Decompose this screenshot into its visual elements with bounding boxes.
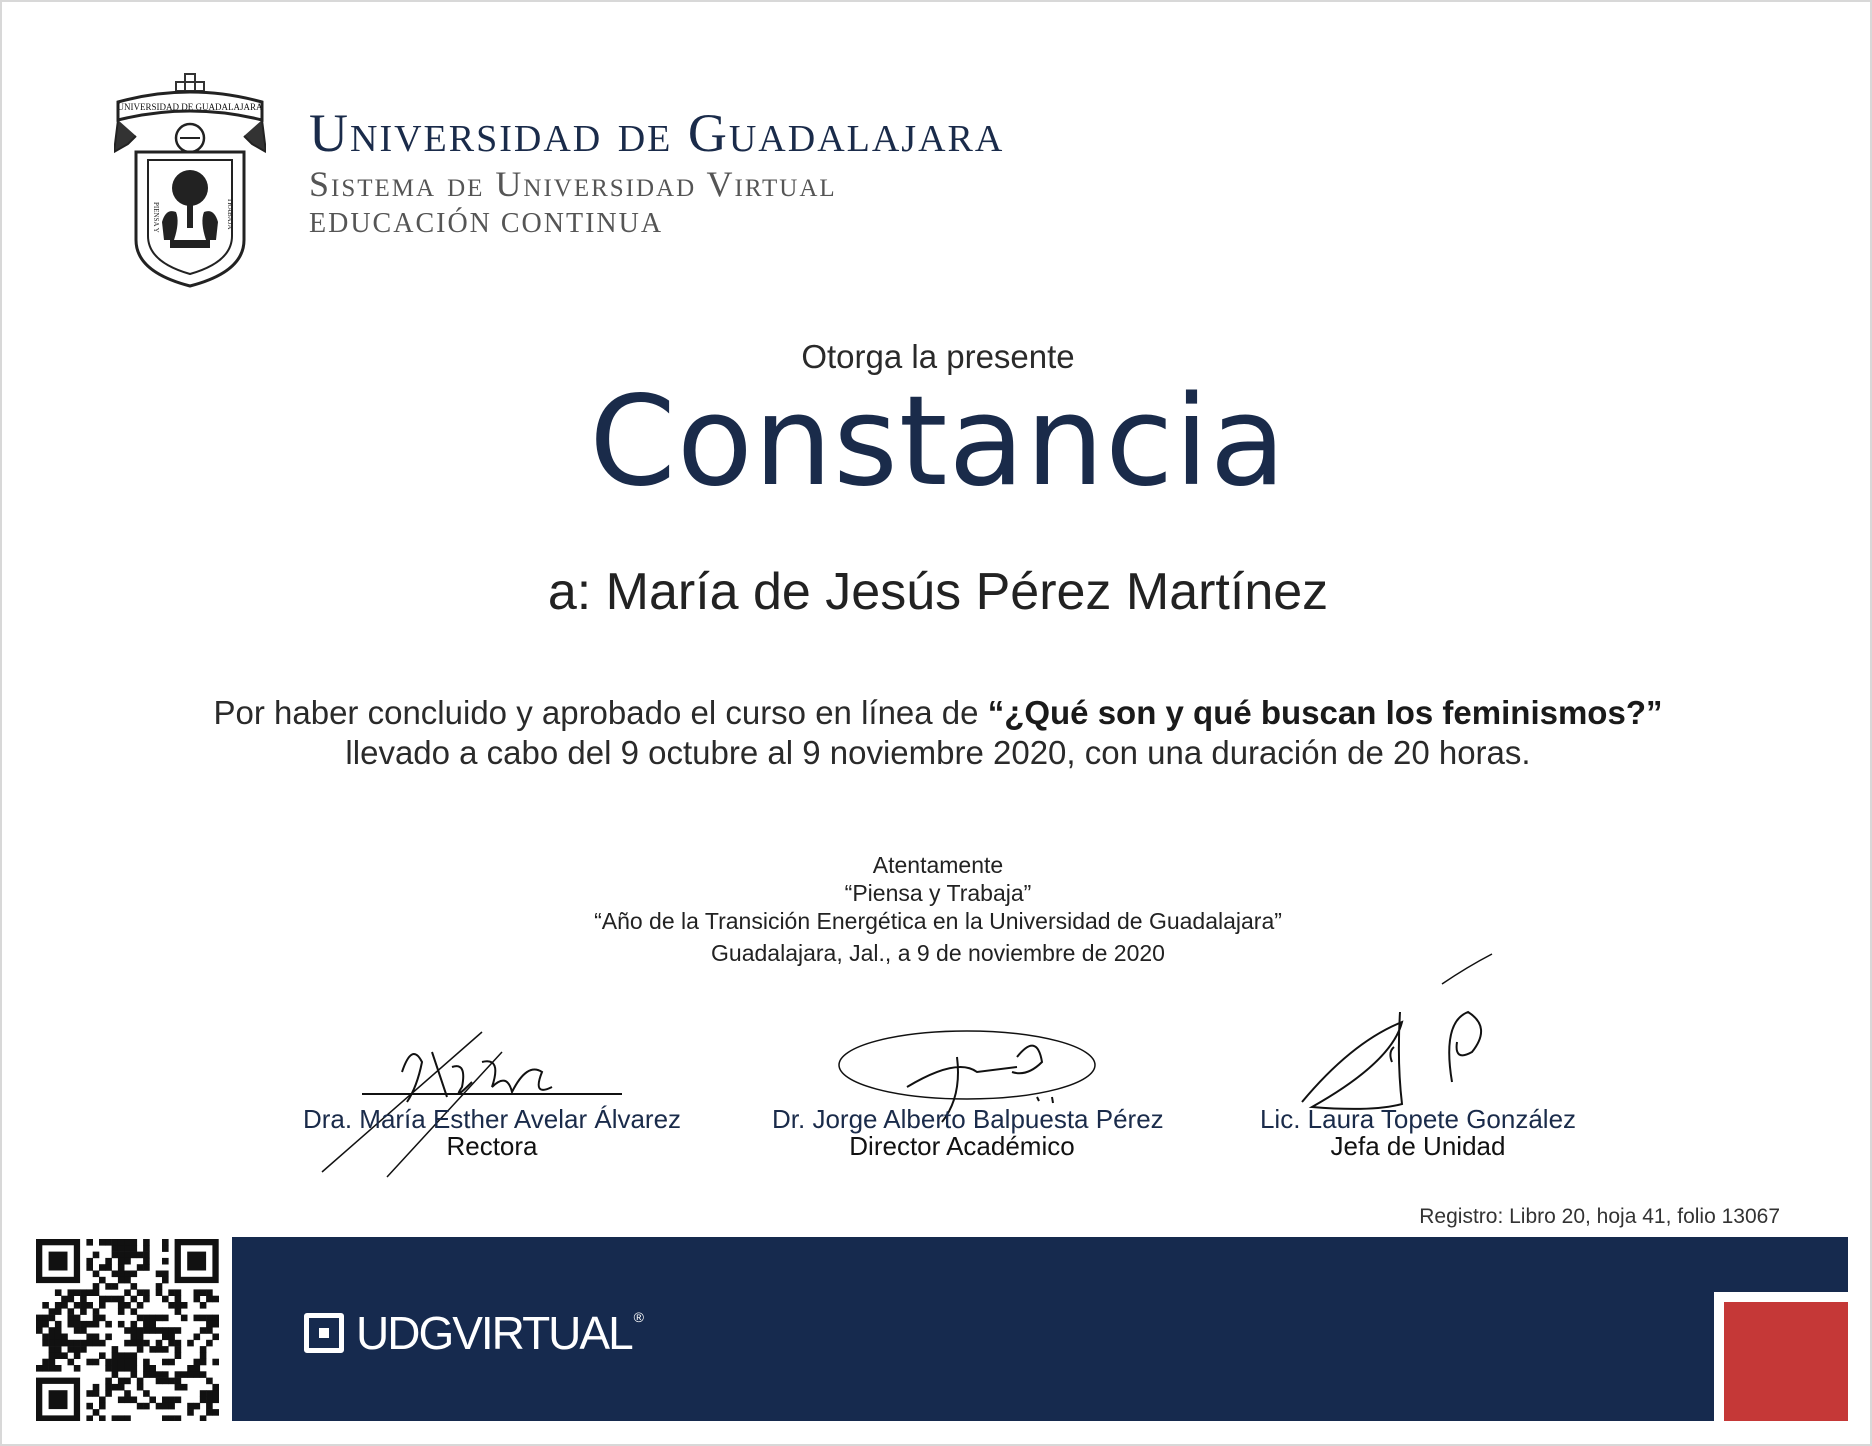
university-name: Universidad de Guadalajara (309, 103, 1005, 163)
closing-year-motto: “Año de la Transición Energética en la Universidad de Guadalajara” (594, 908, 1282, 934)
signature-jefa-icon (1292, 942, 1532, 1122)
svg-text:UNIVERSIDAD DE GUADALAJARA: UNIVERSIDAD DE GUADALAJARA (117, 102, 263, 112)
signatory-director (772, 1104, 1164, 1162)
intro-text: Otorga la presente (801, 338, 1075, 375)
red-square (1724, 1302, 1848, 1421)
svg-text:TRABAJA: TRABAJA (226, 198, 234, 230)
description-line-2: llevado a cabo del 9 octubre al 9 noviembre 2020, con una duración de 20 horas. (345, 734, 1531, 771)
signatory-role: Rectora (446, 1131, 538, 1162)
system-name: Sistema de Universidad Virtual (309, 164, 837, 204)
logo-text: UDGVIRTUAL (356, 1307, 632, 1359)
signatory-rectora (302, 1106, 682, 1161)
signatory-name: Dra. María Esther Avelar Álvarez (302, 1104, 682, 1134)
university-crest-icon (114, 72, 266, 288)
certificate-title: Constancia (589, 370, 1287, 514)
description-line-1 (2, 694, 1872, 732)
signatory-role: Director Académico (849, 1131, 1075, 1162)
signatory-jefa (1228, 1106, 1608, 1161)
signatory-name: Lic. Laura Topete González (1259, 1104, 1577, 1134)
signatory-name: Dr. Jorge Alberto Balpuesta Pérez (772, 1104, 1164, 1134)
registered-mark: ® (633, 1309, 644, 1325)
place-date: Guadalajara, Jal., a 9 de noviembre de 2020 (711, 940, 1165, 966)
unit-name: EDUCACIÓN CONTINUA (309, 208, 664, 239)
registry-number: Registro: Libro 20, hoja 41, folio 13067 (1419, 1205, 1780, 1228)
closing-motto: “Piensa y Trabaja” (844, 880, 1032, 906)
closing-atentamente: Atentamente (872, 852, 1004, 878)
svg-text:PIENSA Y: PIENSA Y (152, 202, 160, 233)
description-prefix: Por haber concluido y aprobado el curso en línea de (213, 694, 988, 731)
recipient-name: a: María de Jesús Pérez Martínez (547, 563, 1329, 621)
udgvirtual-logo (304, 1307, 644, 1359)
signatory-role: Jefa de Unidad (1330, 1131, 1506, 1162)
course-name: “¿Qué son y qué buscan los feminismos?” (987, 694, 1663, 731)
qr-code-icon (32, 1237, 223, 1421)
udgvirtual-mark-icon (304, 1313, 344, 1353)
